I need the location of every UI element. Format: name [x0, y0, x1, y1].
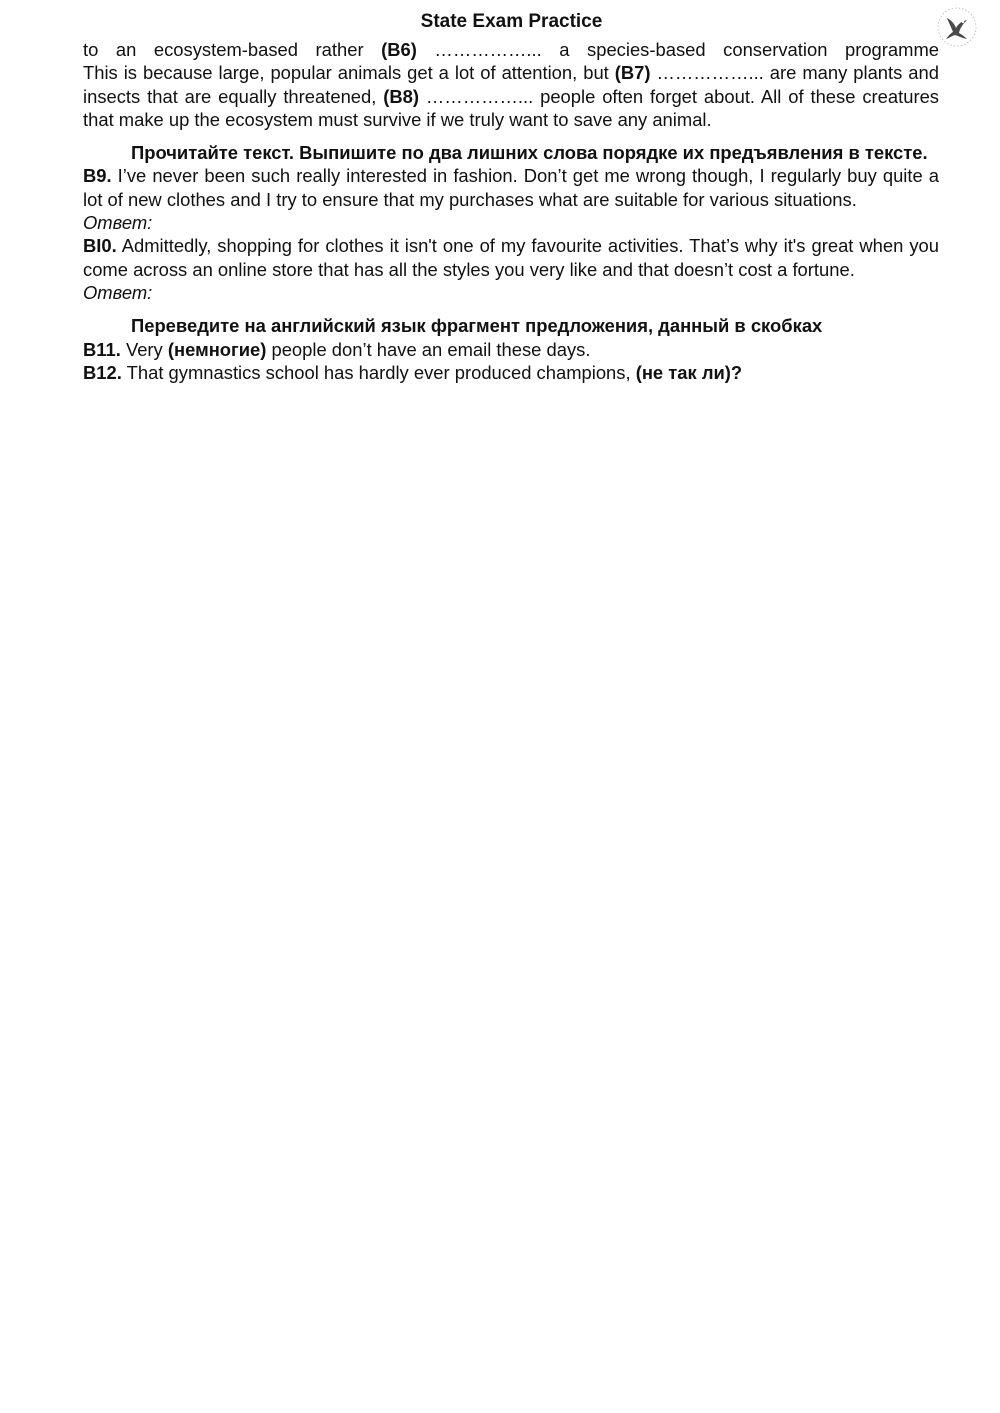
answer-label-b10: Ответ:	[83, 281, 153, 303]
answer-label-b9: Ответ:	[83, 212, 153, 234]
page-title: State Exam Practice	[420, 11, 603, 32]
translate-fragment-b12: (не так ли)?	[635, 361, 743, 383]
question-label-b11: B11.	[83, 338, 121, 360]
question-b11: B11. Very (немногие) people don’t have an email these days.	[83, 338, 591, 360]
gap-label-b8: (B8)	[383, 85, 420, 107]
translate-fragment-b11: (немногие)	[167, 338, 267, 360]
question-label-b10: BI0.	[83, 235, 117, 257]
passage-line-1: to an ecosystem-based rather (B6) ……………... a species-based conservation programme	[83, 39, 939, 60]
instruction-extra-words: Прочитайте текст. Выпишите по два лишних слова порядке их предъявления в тексте.	[131, 142, 928, 164]
gap-label-b6: (B6)	[381, 39, 417, 60]
question-text-b9: I’ve never been such really interested in fashion. Don’t get me wrong though, I regularly buy quite a lot of new clothes and I try to ensure that my purchases what are suitable for various situations.	[83, 165, 939, 210]
question-b9	[83, 164, 939, 211]
question-label-b12: B12.	[83, 361, 122, 383]
instruction-translate: Переведите на английский язык фрагмент предложения, данный в скобках	[131, 315, 823, 337]
document-body	[83, 38, 939, 384]
question-text-b10: Admittedly, shopping for clothes it isn't one of my favourite activities. That’s why it's great when you come across an online store that has all the styles you very like and that doesn’t cost a fortune.	[83, 235, 939, 280]
gap-label-b7: (B7)	[614, 62, 651, 84]
question-label-b9: B9.	[83, 165, 112, 187]
question-b10	[83, 234, 939, 281]
passage-text: This is because large, popular animals get a lot of attention, but (B7) ……………... are many plants and insects that are equally threatened, (B8) ……………... people often forget about. All of these creatures that make up the ecosystem must survive if we truly want to save any animal.	[83, 62, 939, 130]
bird-logo-icon	[936, 6, 978, 48]
question-b12: B12. That gymnastics school has hardly ever produced champions, (не так ли)?	[83, 361, 743, 383]
passage-paragraph	[83, 38, 939, 131]
